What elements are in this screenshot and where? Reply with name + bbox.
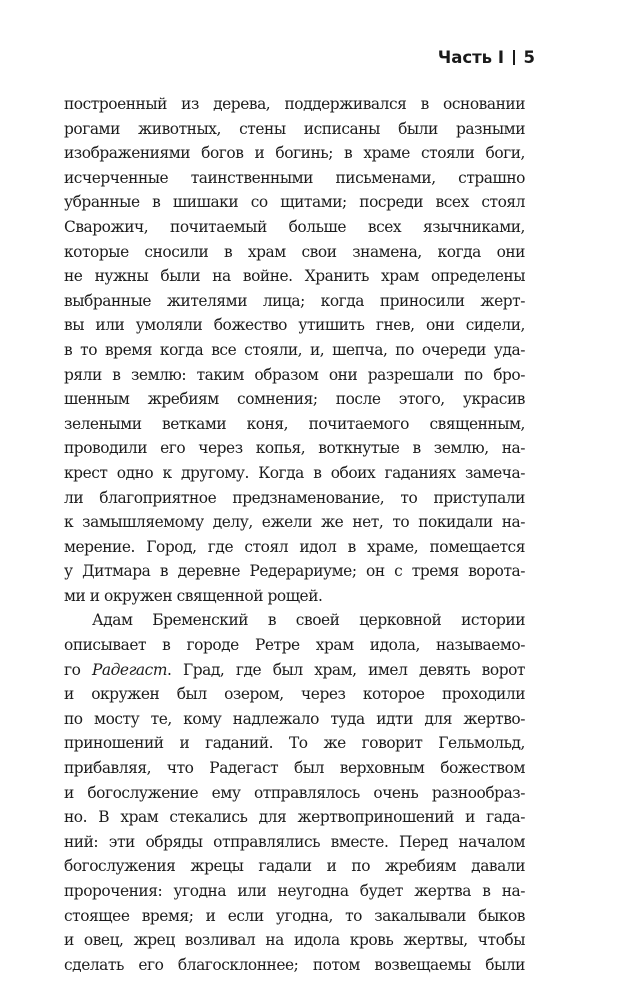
page-number: 5 [523, 48, 535, 67]
text-line: Сварожич, почитаемый больше всех язычниками, [64, 217, 525, 236]
running-header [438, 48, 535, 67]
text-fragment: . Град, где был храм, имел девять ворот [166, 660, 525, 679]
text-line: крест одно к другому. Когда в обоих гаданиях замеча- [64, 463, 525, 482]
text-line: рогами животных, стены исписаны были разными [64, 119, 525, 138]
text-line: убранные в шишаки со щитами; посреди всех стоял [64, 193, 525, 212]
text-line: сделать его благосклоннее; потом возвещаемы были [64, 955, 525, 974]
text-line: описывает в городе Ретре храм идола, называемо- [64, 636, 525, 655]
section-title: Часть I [437, 48, 505, 67]
page-body [64, 92, 525, 977]
text-line: исчерченные таинственными письменами, страшно [64, 168, 525, 187]
text-line: и овец, жрец возливал на идола кровь жертвы, чтобы [64, 931, 525, 950]
text-line: прибавляя, что Радегаст был верховным божеством [64, 759, 525, 778]
text-line: проводили его через копья, воткнутые в землю, на- [64, 439, 525, 458]
text-line: по мосту те, кому надлежало туда идти для жертво- [64, 709, 525, 728]
text-line: Адам Бременский в своей церковной истории [92, 611, 525, 630]
text-line: зелеными ветками коня, почитаемого священным, [64, 414, 525, 433]
text-line: построенный из дерева, поддерживался в основании [64, 95, 525, 113]
text-line-with-italic [64, 658, 525, 683]
text-line: но. В храм стекались для жертвоприношений и гада- [64, 808, 525, 827]
header-separator [513, 50, 515, 65]
text-line: которые сносили в храм свои знамена, когда они [64, 242, 525, 261]
text-line: ряли в землю: таким образом они разрешали по бро- [64, 365, 525, 384]
text-line: к замышляемому делу, ежели же нет, то покидали на- [64, 513, 525, 532]
text-line: в то время когда все стояли, и, шепча, по очереди уда- [64, 340, 525, 359]
text-line: изображениями богов и богинь; в храме стояли боги, [64, 144, 525, 163]
text-line: выбранные жителями лица; когда приносили жерт- [64, 291, 525, 310]
text-line: ний: эти обряды отправлялись вместе. Перед началом [64, 832, 525, 851]
text-line: мерение. Город, где стоял идол в храме, помещается [64, 537, 525, 556]
text-line: у Дитмара в деревне Редерариуме; он с тремя ворота- [64, 562, 525, 581]
text-line: и богослужение ему отправлялось очень разнообраз- [64, 783, 525, 802]
text-line: приношений и гаданий. То же говорит Гельмольд, [64, 734, 525, 753]
text-line: ли благоприятное предзнаменование, то приступали [64, 488, 525, 507]
text-line: пророчения: угодна или неугодна будет жертва в на- [64, 882, 525, 900]
text-line: и окружен был озером, через которое проходили [64, 685, 525, 704]
text-line: богослужения жрецы гадали и по жребиям давали [64, 857, 525, 876]
text-fragment: го [64, 660, 81, 679]
text-line: вы или умоляли божество утишить гнев, они сидели, [64, 316, 525, 335]
text-line: шенным жребиям сомнения; после этого, украсив [64, 390, 525, 409]
text-line: ми и окружен священной рощей. [64, 586, 323, 605]
paragraph-1 [64, 92, 525, 608]
text-line: не нужны были на войне. Хранить храм определены [64, 267, 525, 286]
paragraph-2 [64, 608, 525, 977]
text-line: стоящее время; и если угодна, то закалывали быков [64, 906, 525, 925]
italic-deity-name: Радегаст [92, 660, 167, 679]
